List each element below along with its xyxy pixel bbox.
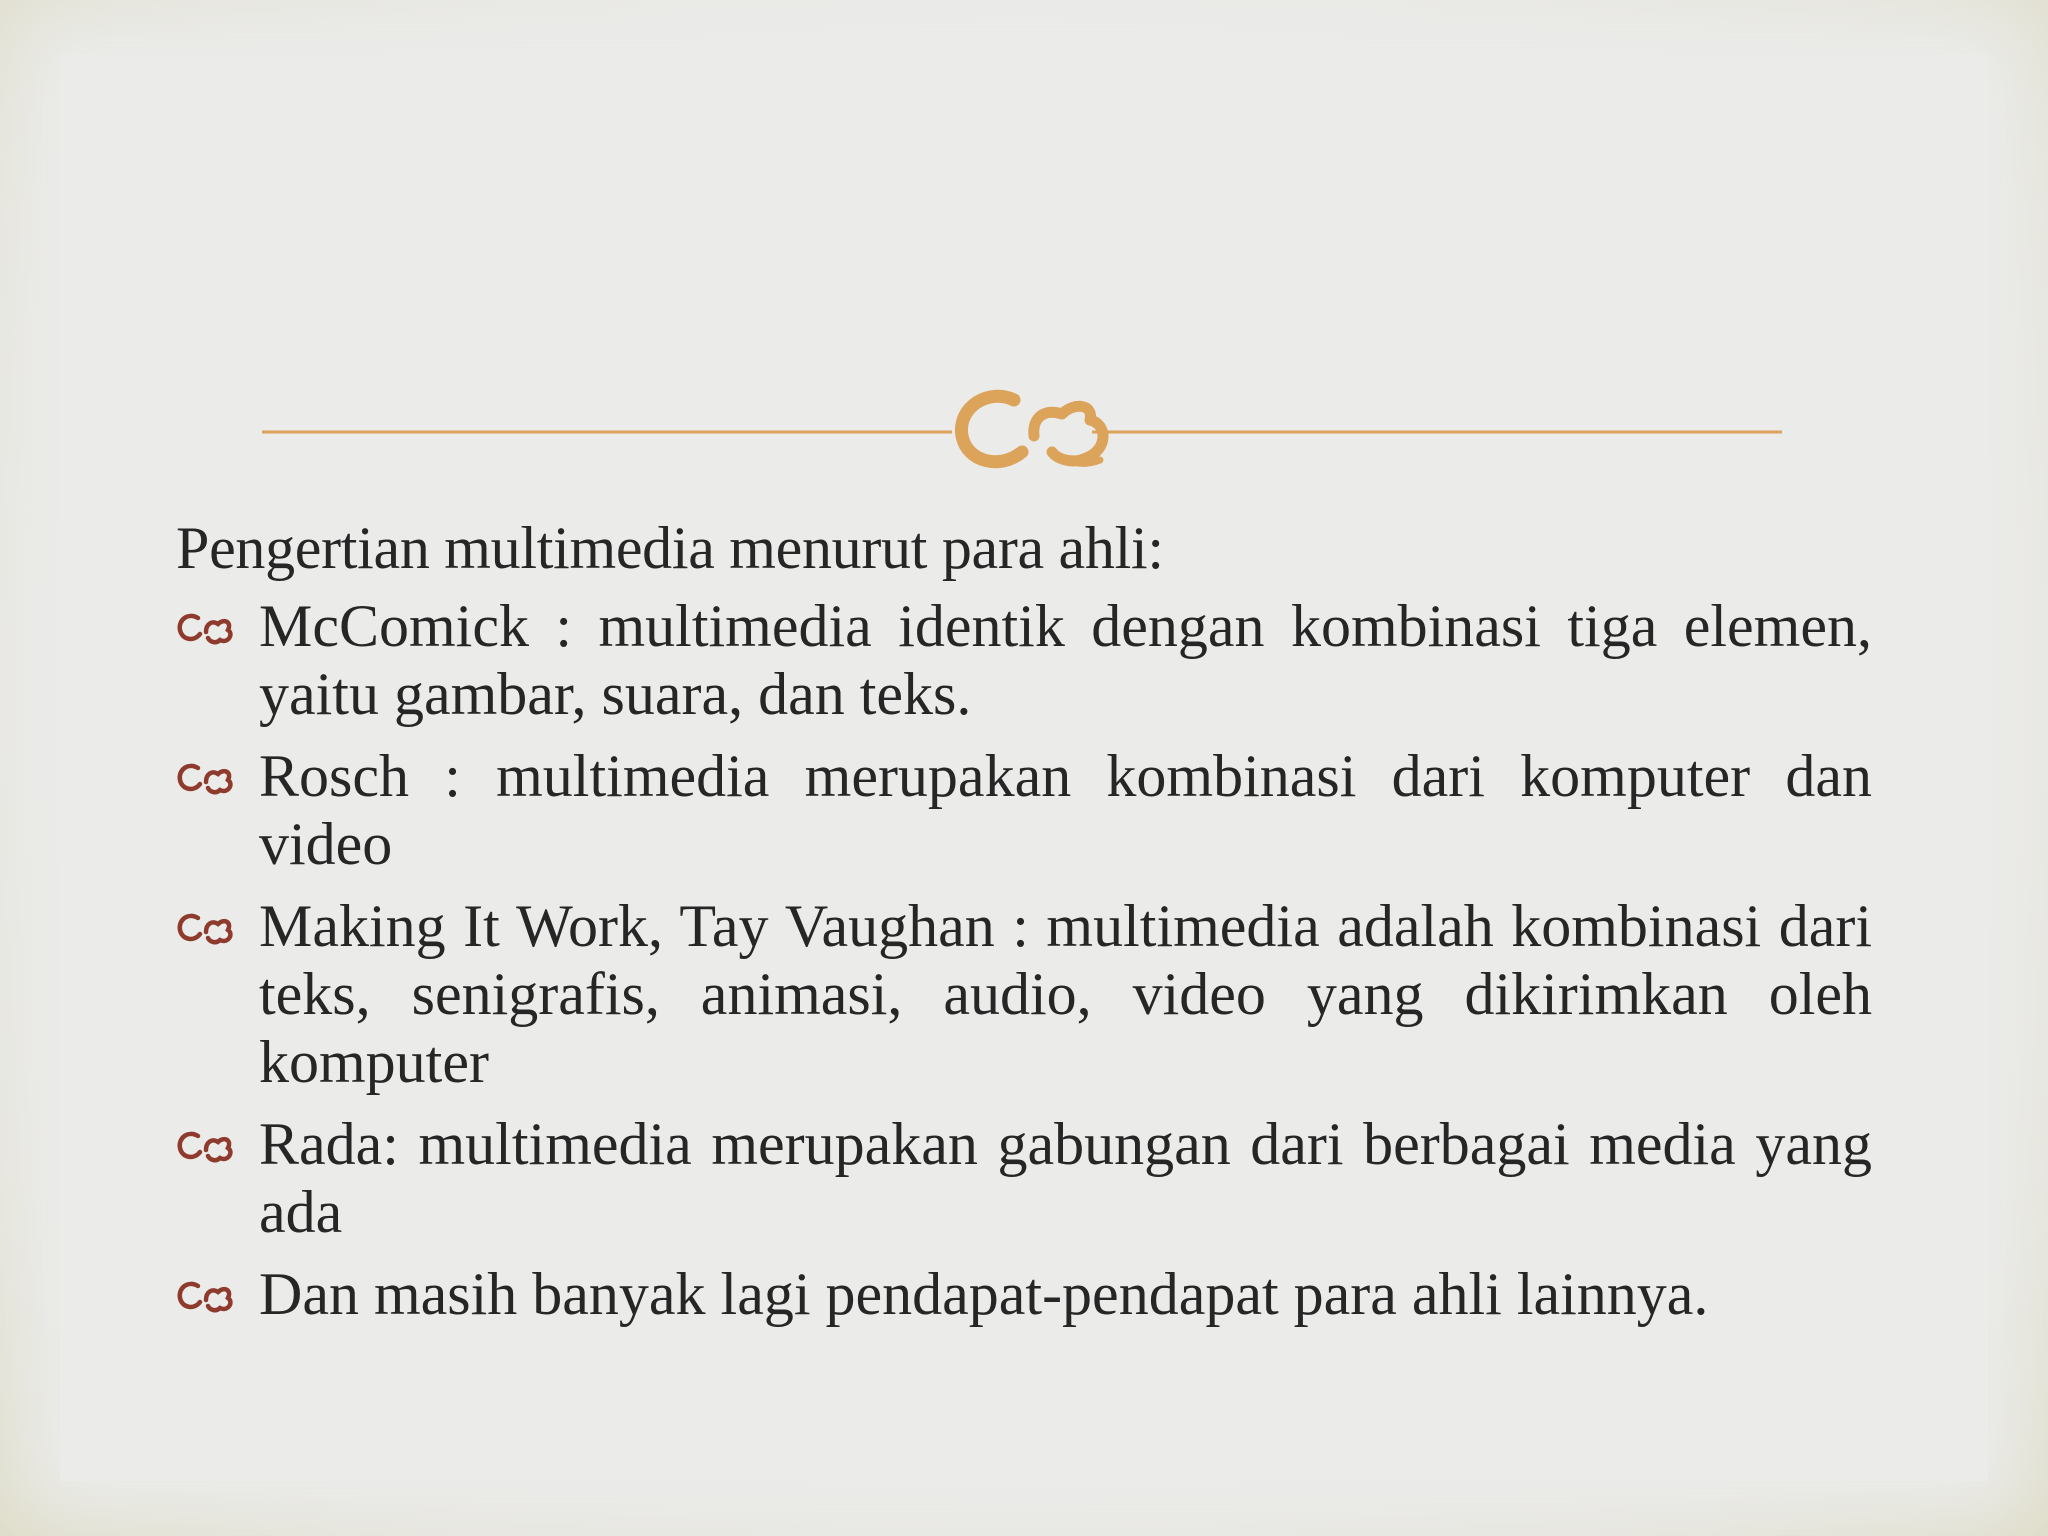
flourish-bullet-icon (176, 760, 234, 796)
slide-content (176, 512, 1872, 1342)
list-item-text: Making It Work, Tay Vaughan : multimedia adalah kombinasi dari teks, senigrafis, animasi, audio, video yang dikirimkan oleh komputer (259, 893, 1872, 1095)
bullet-list (176, 592, 1872, 1328)
intro-text: Pengertian multimedia menurut para ahli: (176, 515, 1164, 581)
list-item-text: Rada: multimedia merupakan gabungan dari berbagai media yang ada (259, 1111, 1872, 1245)
list-item (176, 1110, 1872, 1246)
flourish-bullet-icon (176, 1128, 234, 1164)
list-item (176, 1260, 1872, 1328)
flourish-bullet-icon (176, 1278, 234, 1314)
flourish-bullet-icon (176, 910, 234, 946)
list-item-text: Dan masih banyak lagi pendapat-pendapat para ahli lainnya. (259, 1261, 1709, 1327)
list-item-text: McComick : multimedia identik dengan kombinasi tiga elemen, yaitu gambar, suara, dan teks. (259, 593, 1872, 727)
ornament-flourish-icon (262, 378, 1782, 488)
list-item (176, 742, 1872, 878)
list-item (176, 892, 1872, 1096)
list-item (176, 592, 1872, 728)
list-item-text: Rosch : multimedia merupakan kombinasi dari komputer dan video (259, 743, 1872, 877)
flourish-bullet-icon (176, 610, 234, 646)
title-divider (262, 378, 1782, 488)
